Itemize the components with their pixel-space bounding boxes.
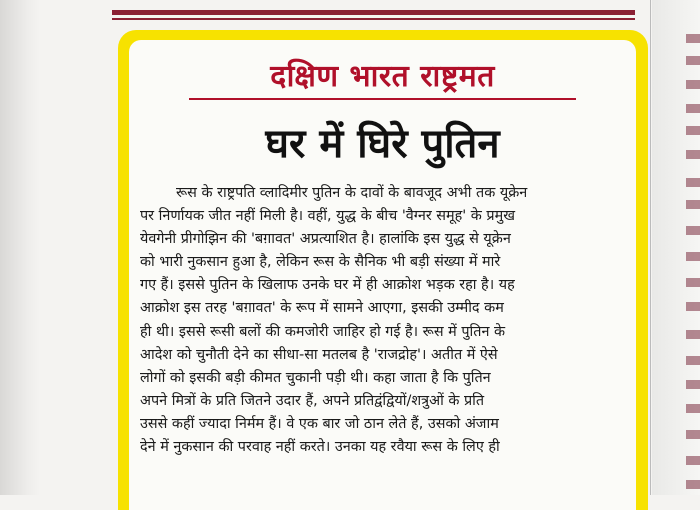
article-line: उससे कहीं ज्यादा निर्मम हैं। वे एक बार जो ठान लेते हैं, उसको अंजाम — [140, 415, 499, 432]
column-gutter — [650, 0, 651, 495]
article-line: रूस के राष्ट्रपति व्लादिमीर पुतिन के दावों के बावजूद अभी तक यूक्रेन — [176, 185, 528, 201]
article-line: को भारी नुकसान हुआ है, लेकिन रूस के सैनिक भी बड़ी संख्या में मारे — [140, 254, 501, 271]
article-line: आक्रोश इस तरह 'बग़ावत' के रूप में सामने आएगा, इसकी उम्मीद कम — [140, 300, 504, 317]
editorial-panel — [129, 40, 636, 510]
masthead-underline — [189, 98, 576, 100]
article-line: लोगों को इसकी बड़ी कीमत चुकानी पड़ी थी। कहा जाता है कि पुतिन — [140, 369, 491, 386]
article-body — [140, 182, 626, 459]
top-rule — [112, 10, 635, 15]
masthead-title: दक्षिण भारत राष्ट्रमत — [270, 59, 495, 94]
article-headline: घर में घिरे पुतिन — [265, 121, 500, 167]
article-line: येवगेनी प्रीगोझिन की 'बग़ावत' अप्रत्याशित है। हालांकि इस युद्ध से यूक्रेन — [140, 231, 511, 248]
article-line: अपने मित्रों के प्रति जितने उदार हैं, अपने प्रतिद्वंद्वियों/शत्रुओं के प्रति — [140, 392, 485, 409]
article-line: आदेश को चुनौती देने का सीधा-सा मतलब है 'राजद्रोह'। अतीत में ऐसे — [140, 346, 498, 363]
article-line: गए हैं। इससे पुतिन के खिलाफ उनके घर में ही आक्रोश भड़क रहा है। यह — [140, 277, 515, 294]
article-line: पर निर्णायक जीत नहीं मिली है। वहीं, युद्ध के बीच 'वैग्नर समूह' के प्रमुख — [140, 208, 515, 225]
top-rule-thin — [112, 18, 635, 20]
page-left-margin — [0, 0, 40, 495]
article-line: ही थी। इससे रूसी बलों की कमजोरी जाहिर हो गई है। रूस में पुतिन के — [140, 323, 506, 340]
article-line: देने में नुकसान की परवाह नहीं करते। उनका यह रवैया रूस के लिए ही — [140, 439, 500, 456]
adjacent-column-ink — [686, 0, 700, 495]
